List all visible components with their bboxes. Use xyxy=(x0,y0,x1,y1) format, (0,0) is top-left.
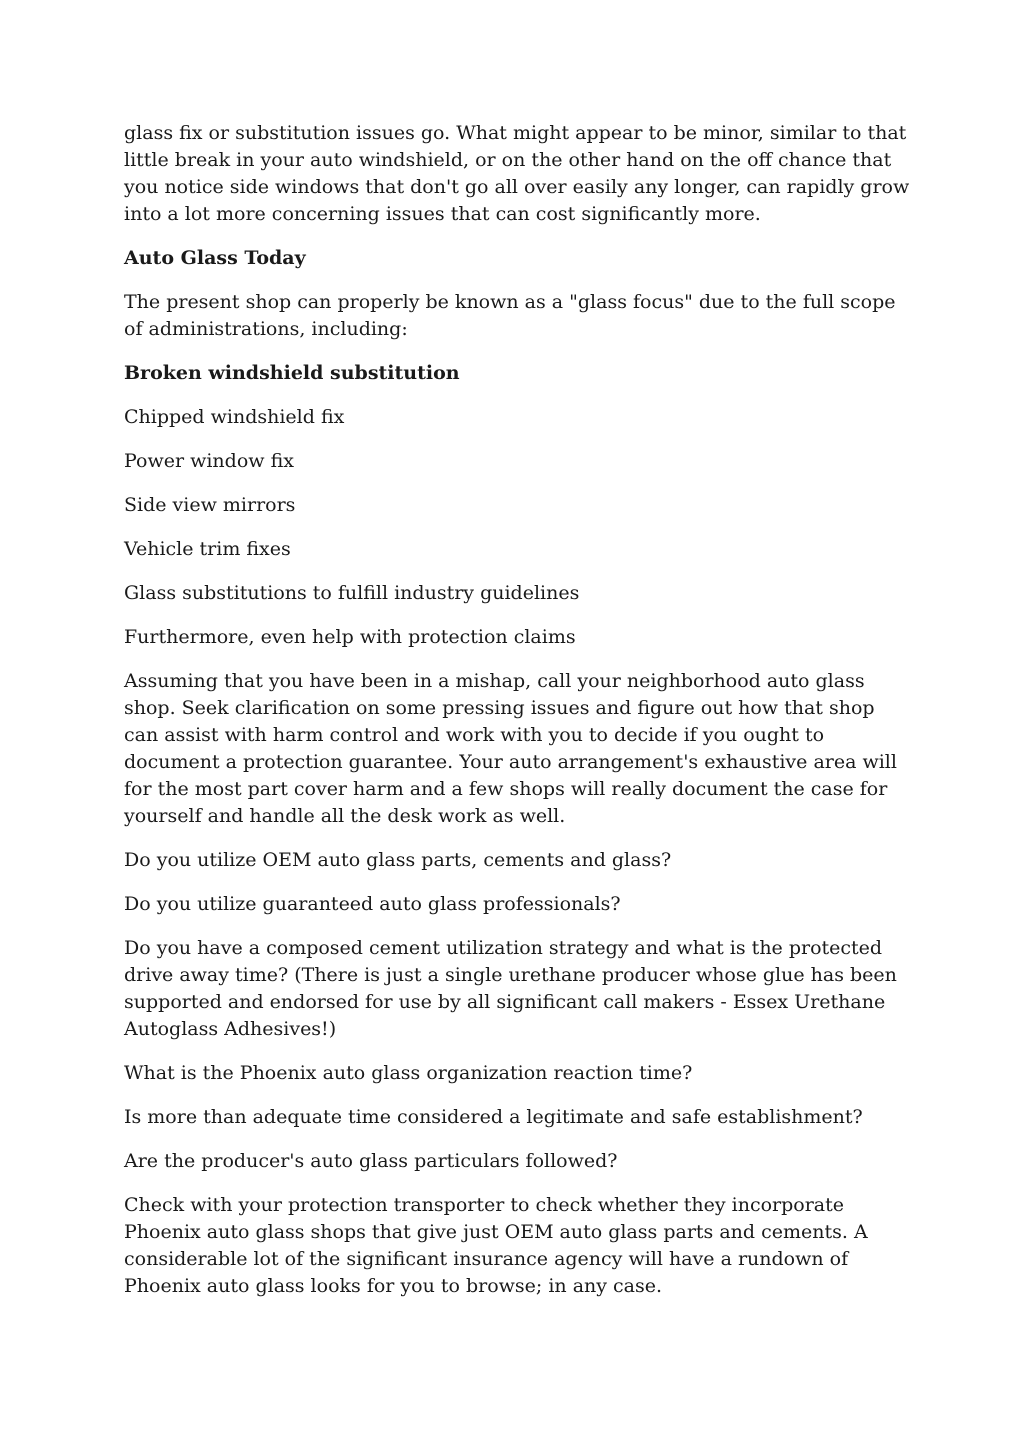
question-item: Is more than adequate time considered a legitimate and safe establishment? xyxy=(124,1106,863,1128)
paragraph-intro: glass fix or substitution issues go. What might appear to be minor, similar to that little break in your auto windshield, or on the other hand on the off chance that you notice side windows that don't go all over easily any longer, can rapidly grow into a lot more concerning issues that can cost significantly more. xyxy=(124,122,910,225)
paragraph-closing: Check with your protection transporter to check whether they incorporate Phoenix auto glass shops that give just OEM auto glass parts and cements. A considerable lot of the significant insurance agency will have a rundown of Phoenix auto glass looks for you to browse; in any case. xyxy=(124,1194,868,1297)
service-item: Power window fix xyxy=(124,450,294,472)
question-item: What is the Phoenix auto glass organization reaction time? xyxy=(124,1062,693,1084)
service-item: Side view mirrors xyxy=(124,494,296,516)
paragraph-glass-focus: The present shop can properly be known as a "glass focus" due to the full scope of administrations, including: xyxy=(124,291,896,340)
heading-auto-glass-today: Auto Glass Today xyxy=(124,247,306,269)
service-item: Chipped windshield fix xyxy=(124,406,345,428)
service-item: Vehicle trim fixes xyxy=(124,538,291,560)
document-page xyxy=(124,120,914,1317)
question-item: Do you have a composed cement utilization strategy and what is the protected drive away time? (There is just a single urethane producer whose glue has been supported and endorsed for use by all significant call makers - Essex Urethane Autoglass Adhesives!) xyxy=(124,937,897,1040)
paragraph-mishap: Assuming that you have been in a mishap, call your neighborhood auto glass shop. Seek clarification on some pressing issues and figure out how that shop can assist with harm control and work with you to decide if you ought to document a protection guarantee. Your auto arrangement's exhaustive area will for the most part cover harm and a few shops will really document the case for yourself and handle all the desk work as well. xyxy=(124,670,897,827)
service-item: Glass substitutions to fulfill industry guidelines xyxy=(124,582,580,604)
heading-broken-windshield: Broken windshield substitution xyxy=(124,362,460,384)
question-item: Do you utilize OEM auto glass parts, cements and glass? xyxy=(124,849,672,871)
question-item: Are the producer's auto glass particulars followed? xyxy=(124,1150,618,1172)
service-item: Furthermore, even help with protection claims xyxy=(124,626,576,648)
question-item: Do you utilize guaranteed auto glass professionals? xyxy=(124,893,621,915)
